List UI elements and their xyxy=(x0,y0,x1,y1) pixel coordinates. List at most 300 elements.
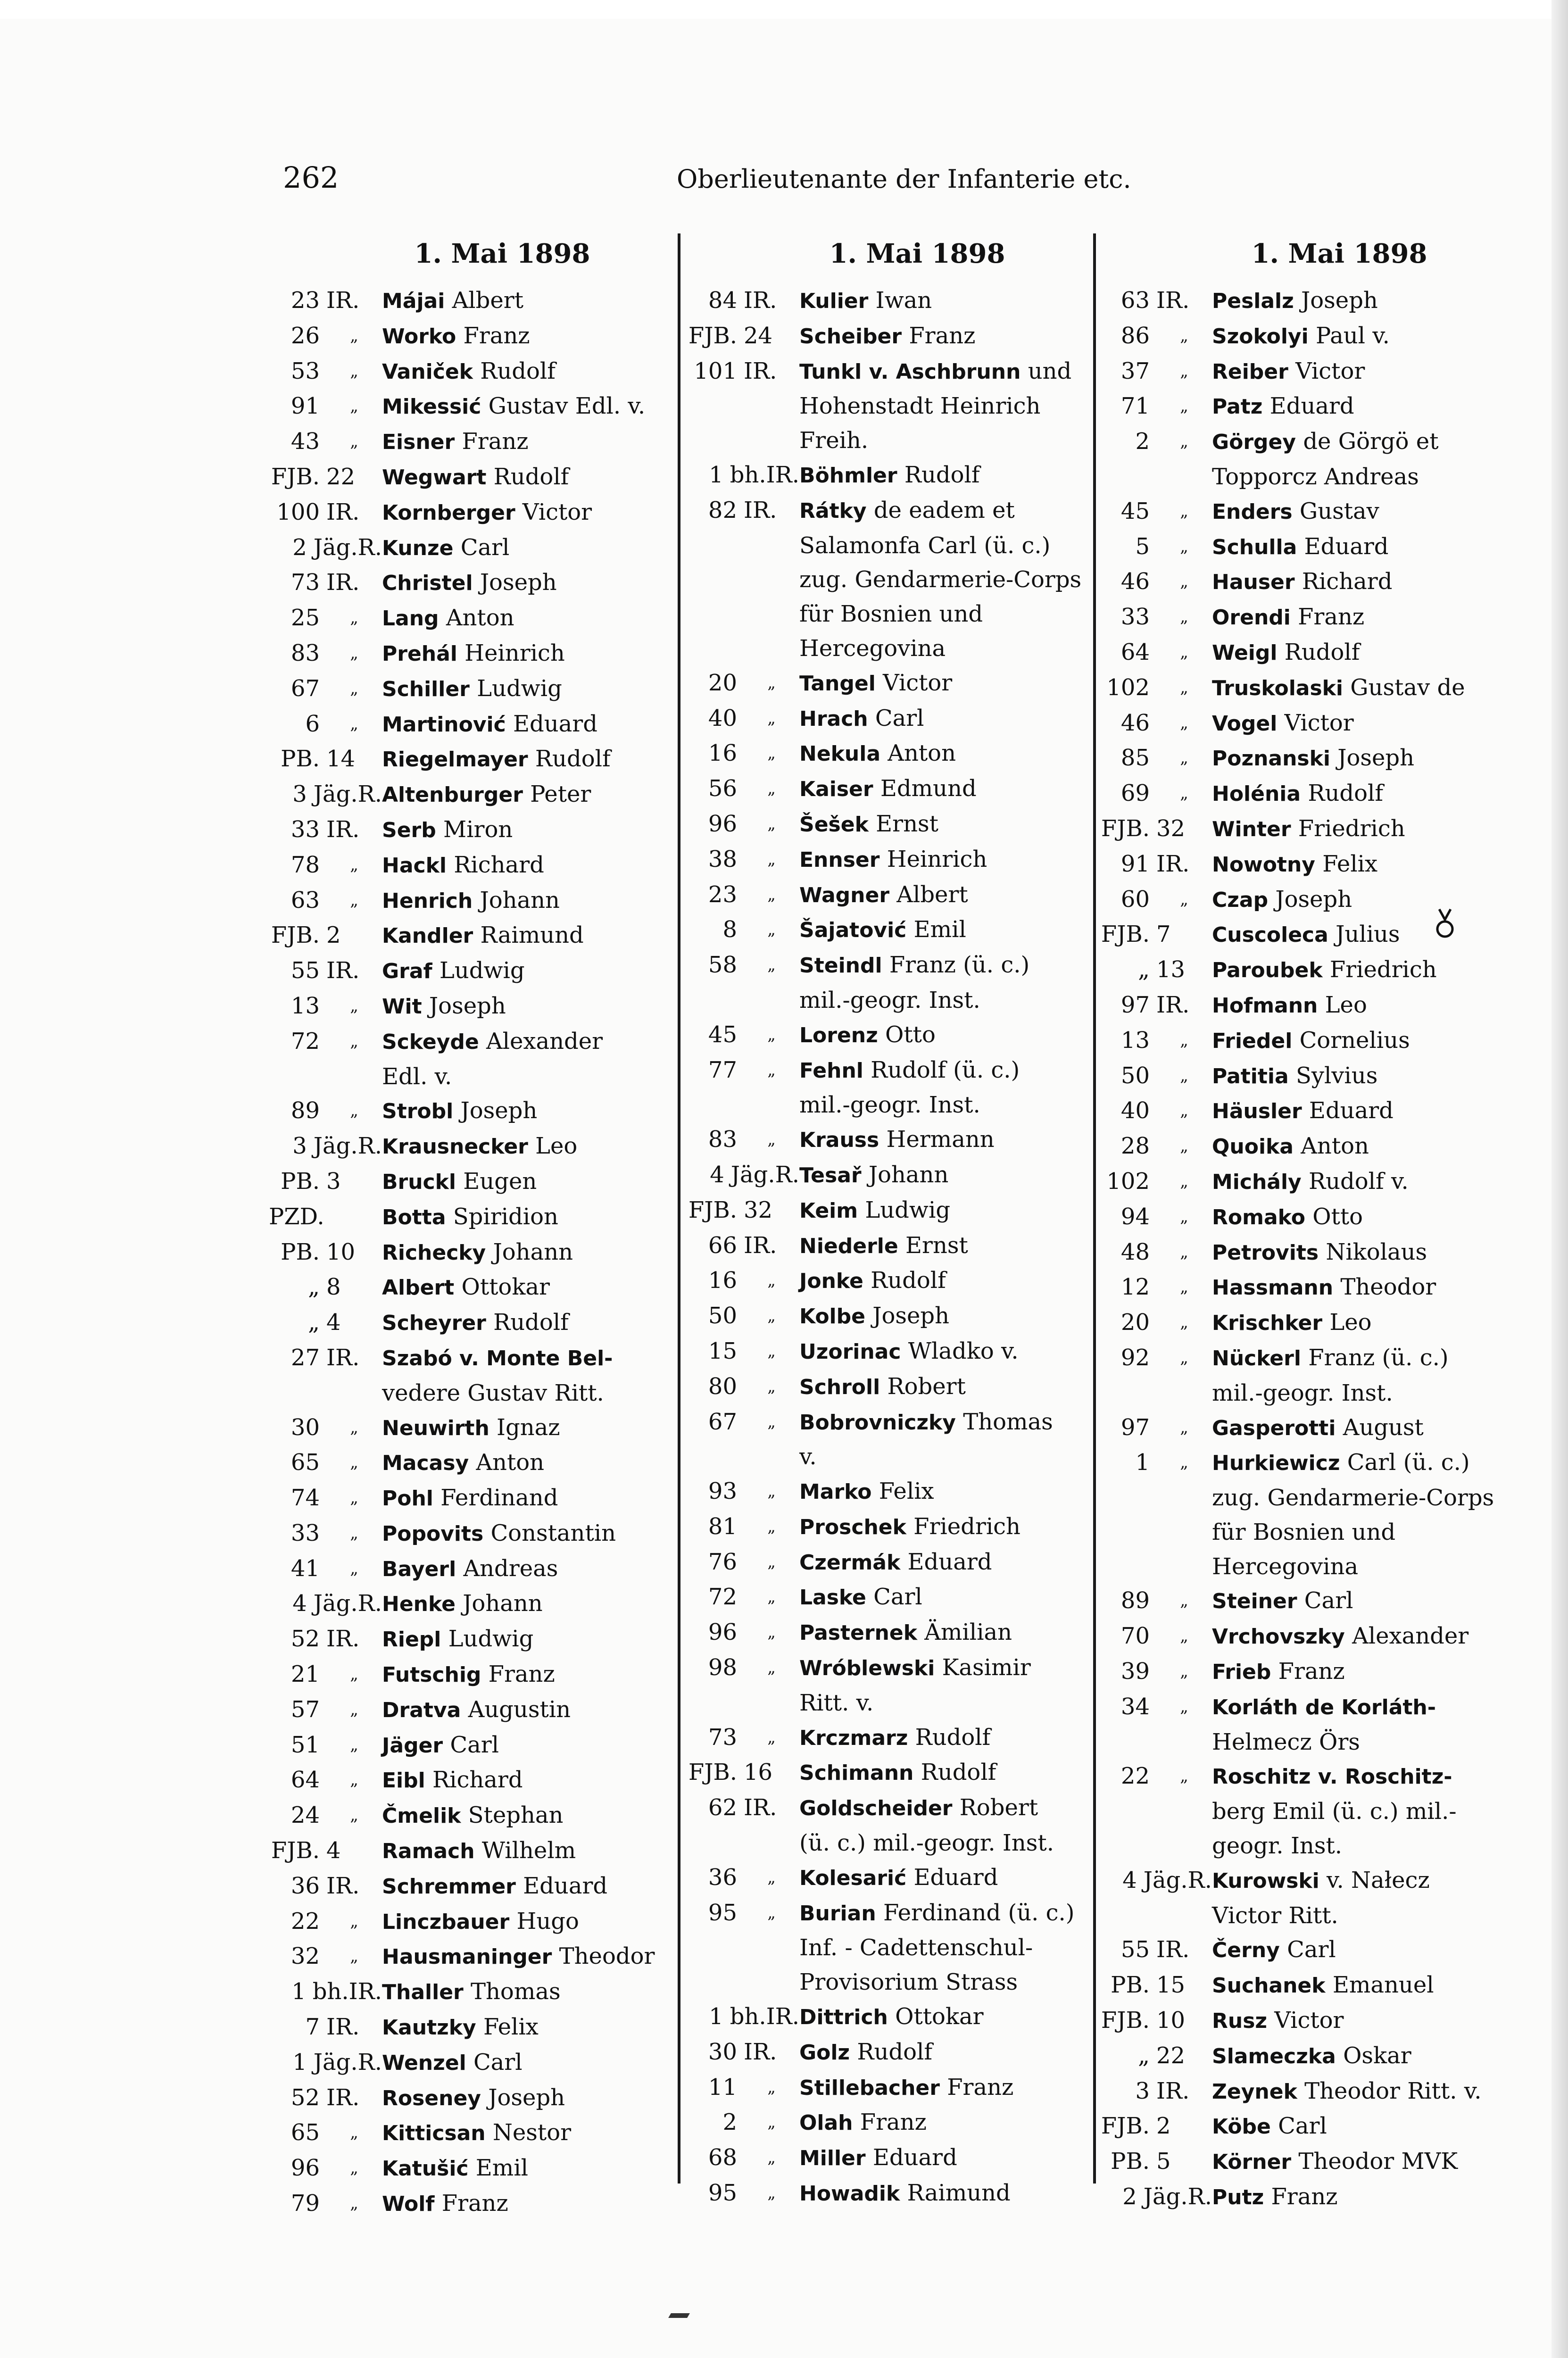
unit-code: „ xyxy=(1180,784,1188,803)
unit xyxy=(686,1018,799,1052)
unit xyxy=(269,636,382,671)
officer-name xyxy=(1212,1759,1504,1863)
given-name: Rudolf (ü. c.) xyxy=(871,1056,1020,1083)
given-name: Otto xyxy=(1312,1203,1363,1230)
list-item xyxy=(1099,1654,1504,1690)
surname: Wagner xyxy=(799,883,890,907)
list-item xyxy=(269,1975,679,2010)
unit-number: 33 xyxy=(290,1519,320,1546)
list-item xyxy=(269,1411,679,1446)
unit-code: „ xyxy=(1180,1066,1188,1085)
unit-number: 3 xyxy=(1135,2077,1150,2104)
officer-name xyxy=(382,1270,679,1305)
unit-code: „ xyxy=(1180,572,1188,591)
given-name: Miron xyxy=(443,816,513,843)
unit xyxy=(269,918,382,953)
surname: Orendi xyxy=(1212,606,1291,630)
unit-number: 16 xyxy=(708,1267,737,1294)
officer-name xyxy=(382,354,679,390)
unit xyxy=(1099,283,1212,318)
unit-code: IR. xyxy=(744,357,777,384)
given-name: Albert xyxy=(896,881,968,908)
given-name: Wladko v. xyxy=(908,1337,1019,1364)
unit xyxy=(269,1411,382,1445)
list-item xyxy=(269,989,679,1024)
unit xyxy=(1099,1341,1212,1375)
officer-name xyxy=(799,1334,1096,1370)
surname: Scheyrer xyxy=(382,1311,486,1336)
unit-number: 94 xyxy=(1120,1203,1150,1230)
unit xyxy=(269,1235,382,1270)
officer-name xyxy=(799,1720,1096,1756)
list-item xyxy=(1099,953,1504,988)
given-name: v. Nałecz xyxy=(1327,1867,1430,1893)
given-name: Carl xyxy=(473,2049,523,2076)
given-name: Ludwig xyxy=(865,1196,951,1223)
list-item xyxy=(269,1763,679,1798)
officer-name xyxy=(382,848,679,883)
unit xyxy=(1099,2180,1212,2214)
given-name: Johann xyxy=(463,1590,543,1617)
unit-number: 50 xyxy=(1120,1062,1150,1089)
list-item xyxy=(269,1305,679,1341)
unit-number: 52 xyxy=(290,1626,320,1652)
unit-number: 20 xyxy=(708,669,737,696)
list-item xyxy=(269,1129,679,1164)
unit-number: 80 xyxy=(708,1373,737,1400)
list-item xyxy=(269,2116,679,2151)
given-name: Sylvius xyxy=(1295,1062,1378,1089)
officer-name xyxy=(1212,706,1504,741)
officer-name xyxy=(1212,1235,1504,1270)
unit xyxy=(686,1474,799,1509)
officer-name xyxy=(799,283,1096,319)
given-name: Richard xyxy=(454,851,544,878)
unit-number: 66 xyxy=(708,1232,737,1259)
given-name: Alexander xyxy=(1352,1623,1469,1650)
surname: Keim xyxy=(799,1198,858,1223)
unit-code: „ xyxy=(767,1623,776,1642)
page-header xyxy=(283,160,1155,208)
unit-number: 23 xyxy=(290,287,320,314)
officer-name xyxy=(1212,1270,1504,1305)
unit-code: 22 xyxy=(1156,2042,1186,2069)
unit-code: „ xyxy=(767,744,776,763)
unit-code: Jäg.R. xyxy=(313,534,382,561)
officer-name xyxy=(799,878,1096,913)
given-name: Emanuel xyxy=(1332,1972,1434,1999)
given-name: Gustav xyxy=(1299,498,1379,524)
list-item xyxy=(269,389,679,424)
given-name: Rudolf xyxy=(493,1309,569,1336)
unit-number: „ xyxy=(1138,2042,1150,2069)
officer-name xyxy=(1212,1619,1504,1654)
officer-name xyxy=(382,1516,679,1552)
list-item xyxy=(686,948,1096,1018)
list-item xyxy=(1099,1445,1504,1584)
given-name: Peter xyxy=(530,781,591,808)
unit-code: „ xyxy=(1180,1171,1188,1191)
given-name: Eduard xyxy=(907,1548,992,1575)
officer-name xyxy=(799,1053,1096,1123)
unit-number: 96 xyxy=(290,2155,320,2182)
given-name: Eduard xyxy=(1269,393,1354,420)
officer-name xyxy=(1212,882,1504,918)
unit-number: 65 xyxy=(290,1449,320,1476)
unit xyxy=(686,948,799,982)
given-name: Andreas xyxy=(463,1555,558,1582)
list-item xyxy=(1099,1059,1504,1094)
given-name: Hermann xyxy=(886,1126,995,1153)
given-name: Carl (ü. c.) xyxy=(1347,1449,1470,1476)
name-continuation: zug. Gendarmerie-Corps für Bosnien und Hercegovina xyxy=(1212,1485,1494,1580)
unit xyxy=(269,1798,382,1833)
unit-number: 51 xyxy=(290,1731,320,1758)
unit-number: 89 xyxy=(1120,1587,1150,1614)
officer-name xyxy=(799,458,1096,493)
unit-code: „ xyxy=(350,1101,358,1121)
given-name: Victor xyxy=(883,669,953,696)
officer-name xyxy=(799,1158,1096,1193)
surname: Cuscoleca xyxy=(1212,923,1328,947)
unit xyxy=(1099,2039,1212,2073)
unit xyxy=(269,460,382,494)
surname: Májai xyxy=(382,289,445,313)
unit-code: 2 xyxy=(326,922,341,949)
unit-code: „ xyxy=(350,1488,358,1508)
surname: Zeynek xyxy=(1212,2079,1297,2104)
surname: Henrich xyxy=(382,888,473,913)
unit-number: 92 xyxy=(1120,1344,1150,1371)
given-name: Theodor xyxy=(559,1943,655,1970)
officer-name xyxy=(1212,1584,1504,1619)
unit-number: PB. xyxy=(1111,2148,1150,2175)
surname: Hauser xyxy=(1212,570,1295,595)
officer-name xyxy=(382,2045,679,2081)
unit-code: IR. xyxy=(326,498,360,525)
unit-code: „ xyxy=(350,855,358,874)
unit xyxy=(686,1334,799,1369)
list-item xyxy=(686,807,1096,842)
unit-number: 5 xyxy=(1135,533,1150,560)
surname: Kunze xyxy=(382,536,454,560)
officer-name xyxy=(1212,389,1504,424)
surname: Kurowski xyxy=(1212,1868,1319,1893)
surname: Prehál xyxy=(382,641,457,666)
officer-name xyxy=(382,1341,679,1411)
unit-code: „ xyxy=(350,2123,358,2142)
unit-code: „ xyxy=(1180,607,1188,627)
list-item xyxy=(269,636,679,672)
unit-code: IR. xyxy=(326,816,360,843)
officer-name xyxy=(1212,1129,1504,1164)
unit-number: 45 xyxy=(1120,498,1150,524)
list-item xyxy=(1099,1690,1504,1760)
officer-name xyxy=(1212,1059,1504,1094)
unit-number: FJB. xyxy=(688,322,737,349)
officer-name xyxy=(382,1411,679,1446)
surname: Wit xyxy=(382,994,422,1019)
given-name: Gustav Edl. v. xyxy=(488,393,646,420)
officer-name xyxy=(382,601,679,636)
unit xyxy=(1099,1270,1212,1304)
list-item xyxy=(269,460,679,495)
unit-code: IR. xyxy=(744,1794,777,1821)
unit-code: bh.IR. xyxy=(730,2003,799,2030)
unit-code: „ xyxy=(350,1806,358,1825)
unit-number: 46 xyxy=(1120,568,1150,595)
unit xyxy=(1099,1933,1212,1967)
unit xyxy=(269,1834,382,1868)
given-name: und xyxy=(1028,357,1072,384)
officer-name xyxy=(1212,1654,1504,1690)
surname: Sckeyde xyxy=(382,1030,479,1054)
surname: Reiber xyxy=(1212,359,1288,384)
unit-code: 13 xyxy=(1156,956,1186,983)
officer-name xyxy=(382,319,679,354)
unit xyxy=(269,742,382,776)
officer-name xyxy=(382,1798,679,1834)
unit-number: 97 xyxy=(1120,1414,1150,1441)
surname: Vrchovszky xyxy=(1212,1625,1345,1649)
unit-number: 22 xyxy=(1120,1763,1150,1790)
unit xyxy=(1099,1654,1212,1689)
unit-code: IR. xyxy=(326,1344,360,1371)
unit-code: „ xyxy=(767,1482,776,1501)
list-item xyxy=(269,1164,679,1200)
unit-code: „ xyxy=(350,1559,358,1578)
given-name: Ludwig xyxy=(477,675,562,702)
officer-name xyxy=(382,2081,679,2116)
unit xyxy=(269,2010,382,2044)
unit-number: 83 xyxy=(290,639,320,666)
unit-number: 50 xyxy=(708,1303,737,1329)
officer-name xyxy=(799,842,1096,878)
unit xyxy=(686,1510,799,1544)
given-name: Felix xyxy=(1322,850,1378,877)
unit xyxy=(269,495,382,530)
unit-number: 84 xyxy=(708,287,737,314)
surname: Tunkl v. Aschbrunn xyxy=(799,359,1021,384)
unit-code: „ xyxy=(767,1377,776,1396)
page-number: 262 xyxy=(283,160,339,195)
list-item xyxy=(686,1651,1096,1720)
unit-code: „ xyxy=(350,608,358,628)
unit xyxy=(269,1586,382,1621)
unit-number: 36 xyxy=(708,1864,737,1891)
unit-code: „ xyxy=(1180,1030,1188,1050)
surname: Miller xyxy=(799,2146,866,2171)
surname: Kautzky xyxy=(382,2016,476,2040)
surname: Kolesarić xyxy=(799,1866,907,1890)
unit-number: FJB. xyxy=(1101,921,1150,948)
given-name: Franz xyxy=(947,2074,1014,2101)
unit xyxy=(1099,1411,1212,1445)
surname: Hassmann xyxy=(1212,1276,1334,1300)
unit xyxy=(1099,988,1212,1022)
officer-name xyxy=(382,495,679,531)
list-item xyxy=(686,283,1096,319)
unit-code: IR. xyxy=(1156,287,1190,314)
surname: Mikessić xyxy=(382,395,481,419)
unit-code: „ xyxy=(350,2159,358,2178)
officer-name xyxy=(799,2000,1096,2035)
unit xyxy=(269,1445,382,1480)
list-item xyxy=(686,736,1096,772)
list-item xyxy=(269,707,679,742)
surname: Botta xyxy=(382,1205,446,1229)
given-name: Anton xyxy=(1301,1133,1369,1160)
given-name: Joseph xyxy=(1337,745,1415,772)
list-item xyxy=(686,1370,1096,1405)
given-name: Leo xyxy=(535,1133,578,1160)
unit-number: 71 xyxy=(1120,393,1150,420)
surname: Gasperotti xyxy=(1212,1416,1336,1440)
unit-code: „ xyxy=(767,1727,776,1747)
given-name: Rudolf xyxy=(871,1267,946,1294)
officer-name xyxy=(1212,424,1504,494)
unit-number: 34 xyxy=(1120,1693,1150,1720)
given-name: Joseph xyxy=(872,1303,950,1329)
officer-name xyxy=(1212,953,1504,988)
list-item xyxy=(1099,1863,1504,1933)
unit-code: Jäg.R. xyxy=(313,1133,382,1160)
unit-number: 79 xyxy=(290,2190,320,2217)
list-item xyxy=(686,1263,1096,1299)
surname: Ennser xyxy=(799,847,880,872)
unit xyxy=(686,319,799,353)
unit xyxy=(269,1552,382,1586)
surname: Schiller xyxy=(382,677,470,701)
given-name: Heinrich xyxy=(887,846,987,872)
unit-number: 102 xyxy=(1106,1168,1150,1195)
surname: Truskolaski xyxy=(1212,676,1344,700)
given-name: Franz xyxy=(462,428,529,455)
surname: Nowotny xyxy=(1212,852,1315,877)
given-name: Franz xyxy=(1271,2184,1338,2210)
officer-name xyxy=(799,1896,1096,2000)
officer-name xyxy=(799,1405,1096,1475)
given-name: Nikolaus xyxy=(1326,1238,1427,1265)
list-item xyxy=(1099,741,1504,776)
surname: Altenburger xyxy=(382,783,523,807)
unit xyxy=(686,1405,799,1439)
list-item xyxy=(269,1270,679,1305)
unit xyxy=(686,1053,799,1088)
officer-name xyxy=(799,2176,1096,2211)
officer-name xyxy=(799,319,1096,354)
officer-name xyxy=(1212,1933,1504,1968)
officer-name xyxy=(1212,1164,1504,1200)
list-item xyxy=(686,319,1096,354)
unit-code: „ xyxy=(1180,1101,1188,1121)
list-item xyxy=(686,2105,1096,2141)
unit-code: 22 xyxy=(326,463,356,490)
surname: Roseney xyxy=(382,2086,481,2110)
unit xyxy=(1099,354,1212,389)
officer-name xyxy=(382,1904,679,1940)
unit-code: „ xyxy=(1180,1313,1188,1332)
unit xyxy=(269,1164,382,1199)
unit xyxy=(1099,1690,1212,1724)
unit xyxy=(686,913,799,947)
surname: Proschek xyxy=(799,1515,906,1539)
given-name: Emil xyxy=(913,916,966,943)
unit-number: 96 xyxy=(708,810,737,837)
unit xyxy=(686,2000,799,2034)
officer-name xyxy=(382,918,679,954)
given-name: Franz xyxy=(860,2109,927,2136)
list-item xyxy=(269,813,679,848)
unit-number: 33 xyxy=(290,816,320,843)
unit-number: 11 xyxy=(708,2074,737,2101)
list-item xyxy=(269,565,679,601)
unit-code: IR. xyxy=(326,957,360,984)
unit-code: „ xyxy=(1180,1348,1188,1367)
unit xyxy=(1099,1164,1212,1199)
given-name: Stephan xyxy=(468,1802,564,1829)
name-continuation: Inf. - Cadettenschul-Provisorium Strass xyxy=(799,1935,1033,1996)
given-name: Richard xyxy=(432,1767,523,1793)
officer-name xyxy=(1212,2039,1504,2074)
unit-number: 33 xyxy=(1120,604,1150,631)
unit-number: 28 xyxy=(1120,1133,1150,1160)
unit-code: „ xyxy=(767,1517,776,1536)
unit xyxy=(1099,953,1212,987)
officer-name xyxy=(799,1299,1096,1334)
surname: Neuwirth xyxy=(382,1416,489,1440)
unit-number: 56 xyxy=(708,775,737,802)
unit-code: „ xyxy=(350,714,358,733)
list-item xyxy=(269,883,679,919)
given-name: Thomas xyxy=(471,1978,561,2005)
given-name: Leo xyxy=(1325,991,1367,1018)
surname: Graf xyxy=(382,959,432,984)
unit xyxy=(686,1860,799,1895)
unit-number: 53 xyxy=(290,357,320,384)
unit-code: bh.IR. xyxy=(312,1978,382,2005)
surname: Hackl xyxy=(382,853,447,878)
surname: Dratva xyxy=(382,1698,461,1722)
given-name: Victor xyxy=(522,498,592,525)
unit xyxy=(269,954,382,988)
given-name: Franz xyxy=(1278,1658,1345,1685)
given-name: Raimund xyxy=(907,2180,1011,2207)
unit xyxy=(686,1229,799,1263)
surname: Görgey xyxy=(1212,430,1296,455)
unit-code: „ xyxy=(767,849,776,869)
given-name: Friedrich xyxy=(1298,815,1405,842)
officer-name xyxy=(799,1122,1096,1158)
list-item xyxy=(686,1896,1096,2000)
unit-code: „ xyxy=(350,1735,358,1754)
surname: Popovits xyxy=(382,1521,484,1546)
unit-code: Jäg.R. xyxy=(730,1161,799,1188)
officer-name xyxy=(1212,565,1504,600)
column-heading: 1. Mai 1898 xyxy=(829,238,1005,269)
list-item xyxy=(1099,1933,1504,1968)
given-name: Ferdinand xyxy=(440,1485,558,1511)
surname: Šešek xyxy=(799,812,869,837)
unit-code: „ xyxy=(1180,537,1188,556)
given-name: August xyxy=(1343,1414,1424,1441)
surname: Scheiber xyxy=(799,324,902,349)
surname: Christel xyxy=(382,571,473,596)
given-name: Johann xyxy=(493,1238,573,1265)
name-continuation: v. xyxy=(799,1444,817,1470)
given-name: Felix xyxy=(879,1478,934,1505)
unit-number: FJB. xyxy=(271,922,320,949)
